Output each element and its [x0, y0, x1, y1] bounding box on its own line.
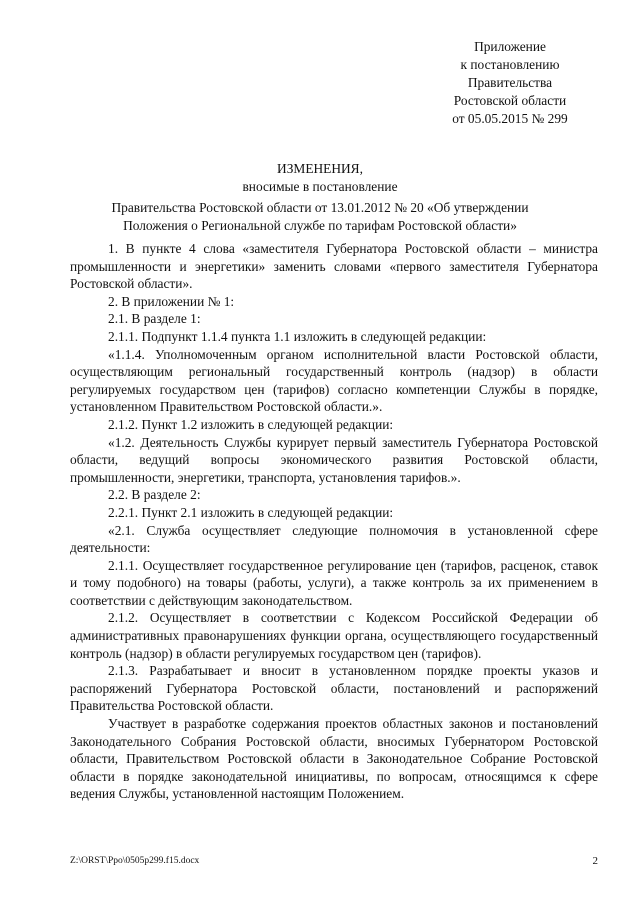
document-subtitle: вносимые в постановление	[242, 179, 398, 194]
file-path: Z:\ORST\Ppo\0505p299.f15.docx	[70, 856, 200, 866]
annex-line: Приложение	[474, 39, 546, 54]
paragraph: «1.2. Деятельность Службы курирует первый заместитель Губернатора Ростовской области, ведущий вопросы экономического развития Ростовской области, промышленности, энергетики, транспорта, установления тарифов.».	[70, 434, 598, 485]
paragraph: 2.1. В разделе 1:	[108, 311, 201, 327]
annex-line: Правительства	[467, 75, 553, 90]
paragraph: Участвует в разработке содержания проектов областных законов и постановлений Законодательного Собрания Ростовской области, вносимых Губернатором Ростовской области, Правительством Ростовской области в Законодательное Собрание Ростовской области в порядке законодательной инициативы, по вопросам, относящимся к сфере ведения Службы, установленной настоящим Положением.	[70, 716, 598, 802]
annex-line: Ростовской области	[453, 93, 567, 108]
paragraph: 2.1.3. Разрабатывает и вносит в установленном порядке проекты указов и распоряжений Губернатора Ростовской области, постановлений и распоряжений Правительства Ростовской области.	[70, 663, 598, 714]
paragraph: 2.2.1. Пункт 2.1 изложить в следующей редакции:	[108, 504, 394, 520]
paragraph: 2.1.1. Осуществляет государственное регулирование цен (тарифов, расценок, ставок и тому подобного) на товары (работы, услуги), а также контроль за их применением в соответствии с действующим законодательством.	[70, 557, 598, 608]
annex-line: от 05.05.2015 № 299	[452, 111, 568, 126]
document-heading-line: Положения о Региональной службе по тарифам Ростовской области»	[123, 218, 517, 233]
paragraph: «1.1.4. Уполномоченным органом исполнительной власти Ростовской области, осуществляющим региональный государственный контроль (надзор) в области регулируемых государством цен (тарифов) согласно компетенции Службы в порядке, установленном Правительством Ростовской области.».	[70, 346, 598, 415]
paragraph: 1. В пункте 4 слова «заместителя Губернатора Ростовской области – министра промышленности и энергетики» заменить словами «первого заместителя Губернатора Ростовской области».	[70, 241, 598, 292]
paragraph: 2.2. В разделе 2:	[108, 487, 201, 503]
paragraph: 2.1.2. Осуществляет в соответствии с Кодексом Российской Федерации об административных правонарушениях функции органа, осуществляющего государственный контроль (надзор) в области регулируемых государством цен (тарифов).	[70, 610, 598, 661]
document-heading-line: Правительства Ростовской области от 13.01.2012 № 20 «Об утверждении	[111, 200, 529, 215]
paragraph: 2.1.1. Подпункт 1.1.4 пункта 1.1 изложить в следующей редакции:	[108, 328, 487, 344]
annex-header	[400, 38, 620, 128]
document-body	[70, 240, 598, 803]
document-heading	[64, 160, 576, 235]
page-number: 2	[592, 855, 598, 867]
annex-line: к постановлению	[460, 57, 560, 72]
paragraph: «2.1. Служба осуществляет следующие полномочия в установленной сфере деятельности:	[70, 522, 598, 556]
paragraph: 2. В приложении № 1:	[108, 293, 235, 309]
document-title: ИЗМЕНЕНИЯ,	[277, 161, 363, 176]
paragraph: 2.1.2. Пункт 1.2 изложить в следующей редакции:	[108, 416, 394, 432]
